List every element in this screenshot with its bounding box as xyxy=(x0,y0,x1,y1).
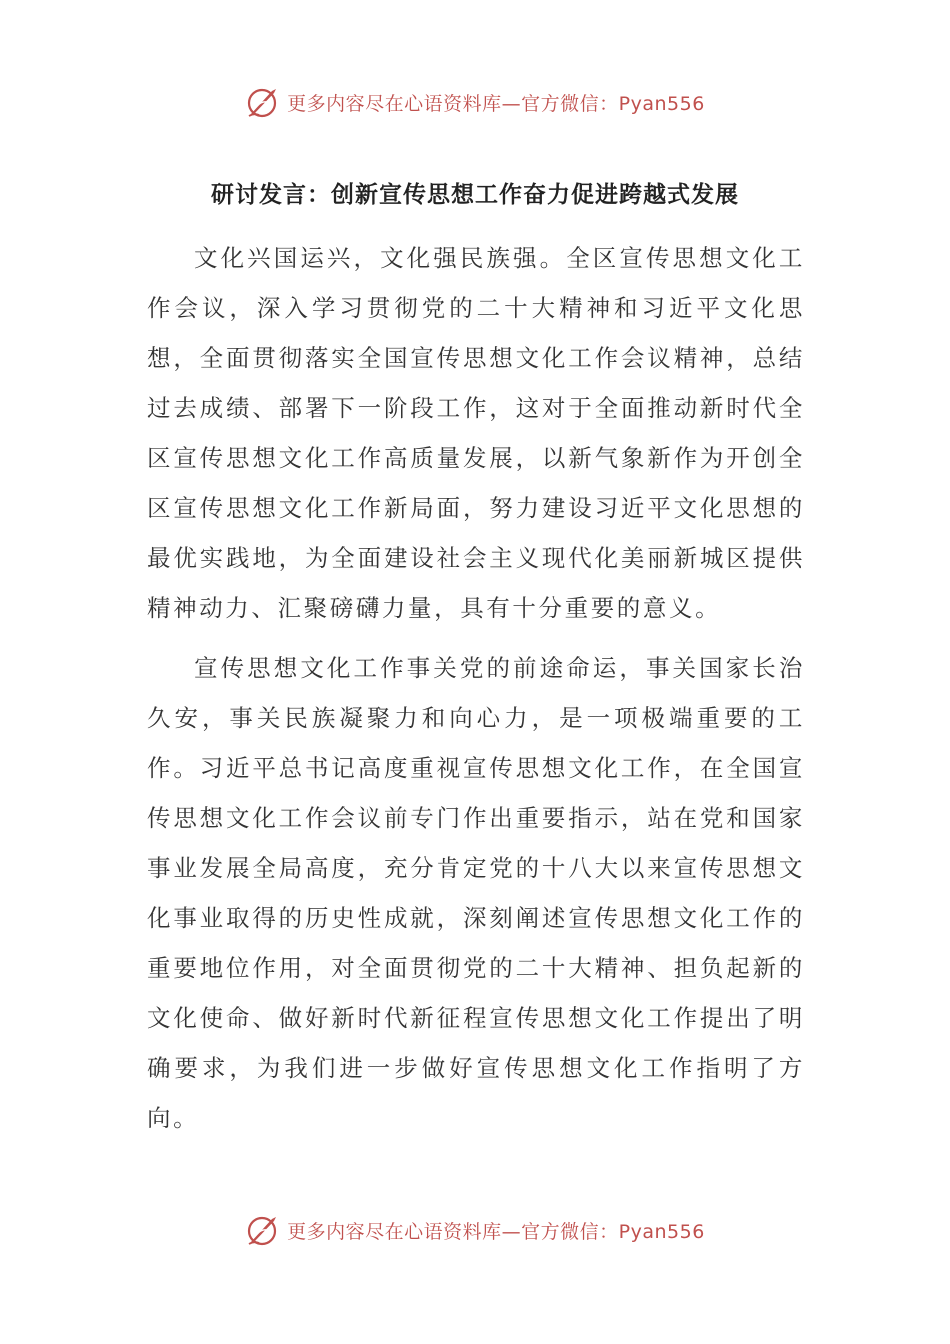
header-wechat-account: Pyan556 xyxy=(618,92,705,115)
footer-banner-text xyxy=(287,1217,705,1244)
quill-pen-circle-icon xyxy=(245,1212,281,1248)
footer-banner-label: 更多内容尽在心语资料库—官方微信： xyxy=(287,1220,619,1243)
footer-wechat-account: Pyan556 xyxy=(618,1220,705,1243)
document-title: 研讨发言：创新宣传思想工作奋力促进跨越式发展 xyxy=(211,182,739,208)
header-banner-label: 更多内容尽在心语资料库—官方微信： xyxy=(287,92,619,115)
quill-pen-circle-icon xyxy=(245,84,281,120)
paragraph-2: 宣传思想文化工作事关党的前途命运，事关国家长治久安，事关民族凝聚力和向心力，是一项极端重要的工作。习近平总书记高度重视宣传思想文化工作，在全国宣传思想文化工作会议前专门作出重要指示，站在党和国家事业发展全局高度，充分肯定党的十八大以来宣传思想文化事业取得的历史性成就，深刻阐述宣传思想文化工作的重要地位作用，对全面贯彻党的二十大精神、担负起新的文化使命、做好新时代新征程宣传思想文化工作提出了明确要求，为我们进一步做好宣传思想文化工作指明了方向。 xyxy=(147,654,805,1132)
header-banner xyxy=(0,82,950,122)
document-body xyxy=(147,233,805,1153)
paragraph-1: 文化兴国运兴，文化强民族强。全区宣传思想文化工作会议，深入学习贯彻党的二十大精神和习近平文化思想，全面贯彻落实全国宣传思想文化工作会议精神，总结过去成绩、部署下一阶段工作，这对于全面推动新时代全区宣传思想文化工作高质量发展，以新气象新作为开创全区宣传思想文化工作新局面，努力建设习近平文化思想的最优实践地，为全面建设社会主义现代化美丽新城区提供精神动力、汇聚磅礴力量，具有十分重要的意义。 xyxy=(147,244,805,622)
footer-banner xyxy=(0,1210,950,1250)
header-banner-text xyxy=(287,89,705,116)
